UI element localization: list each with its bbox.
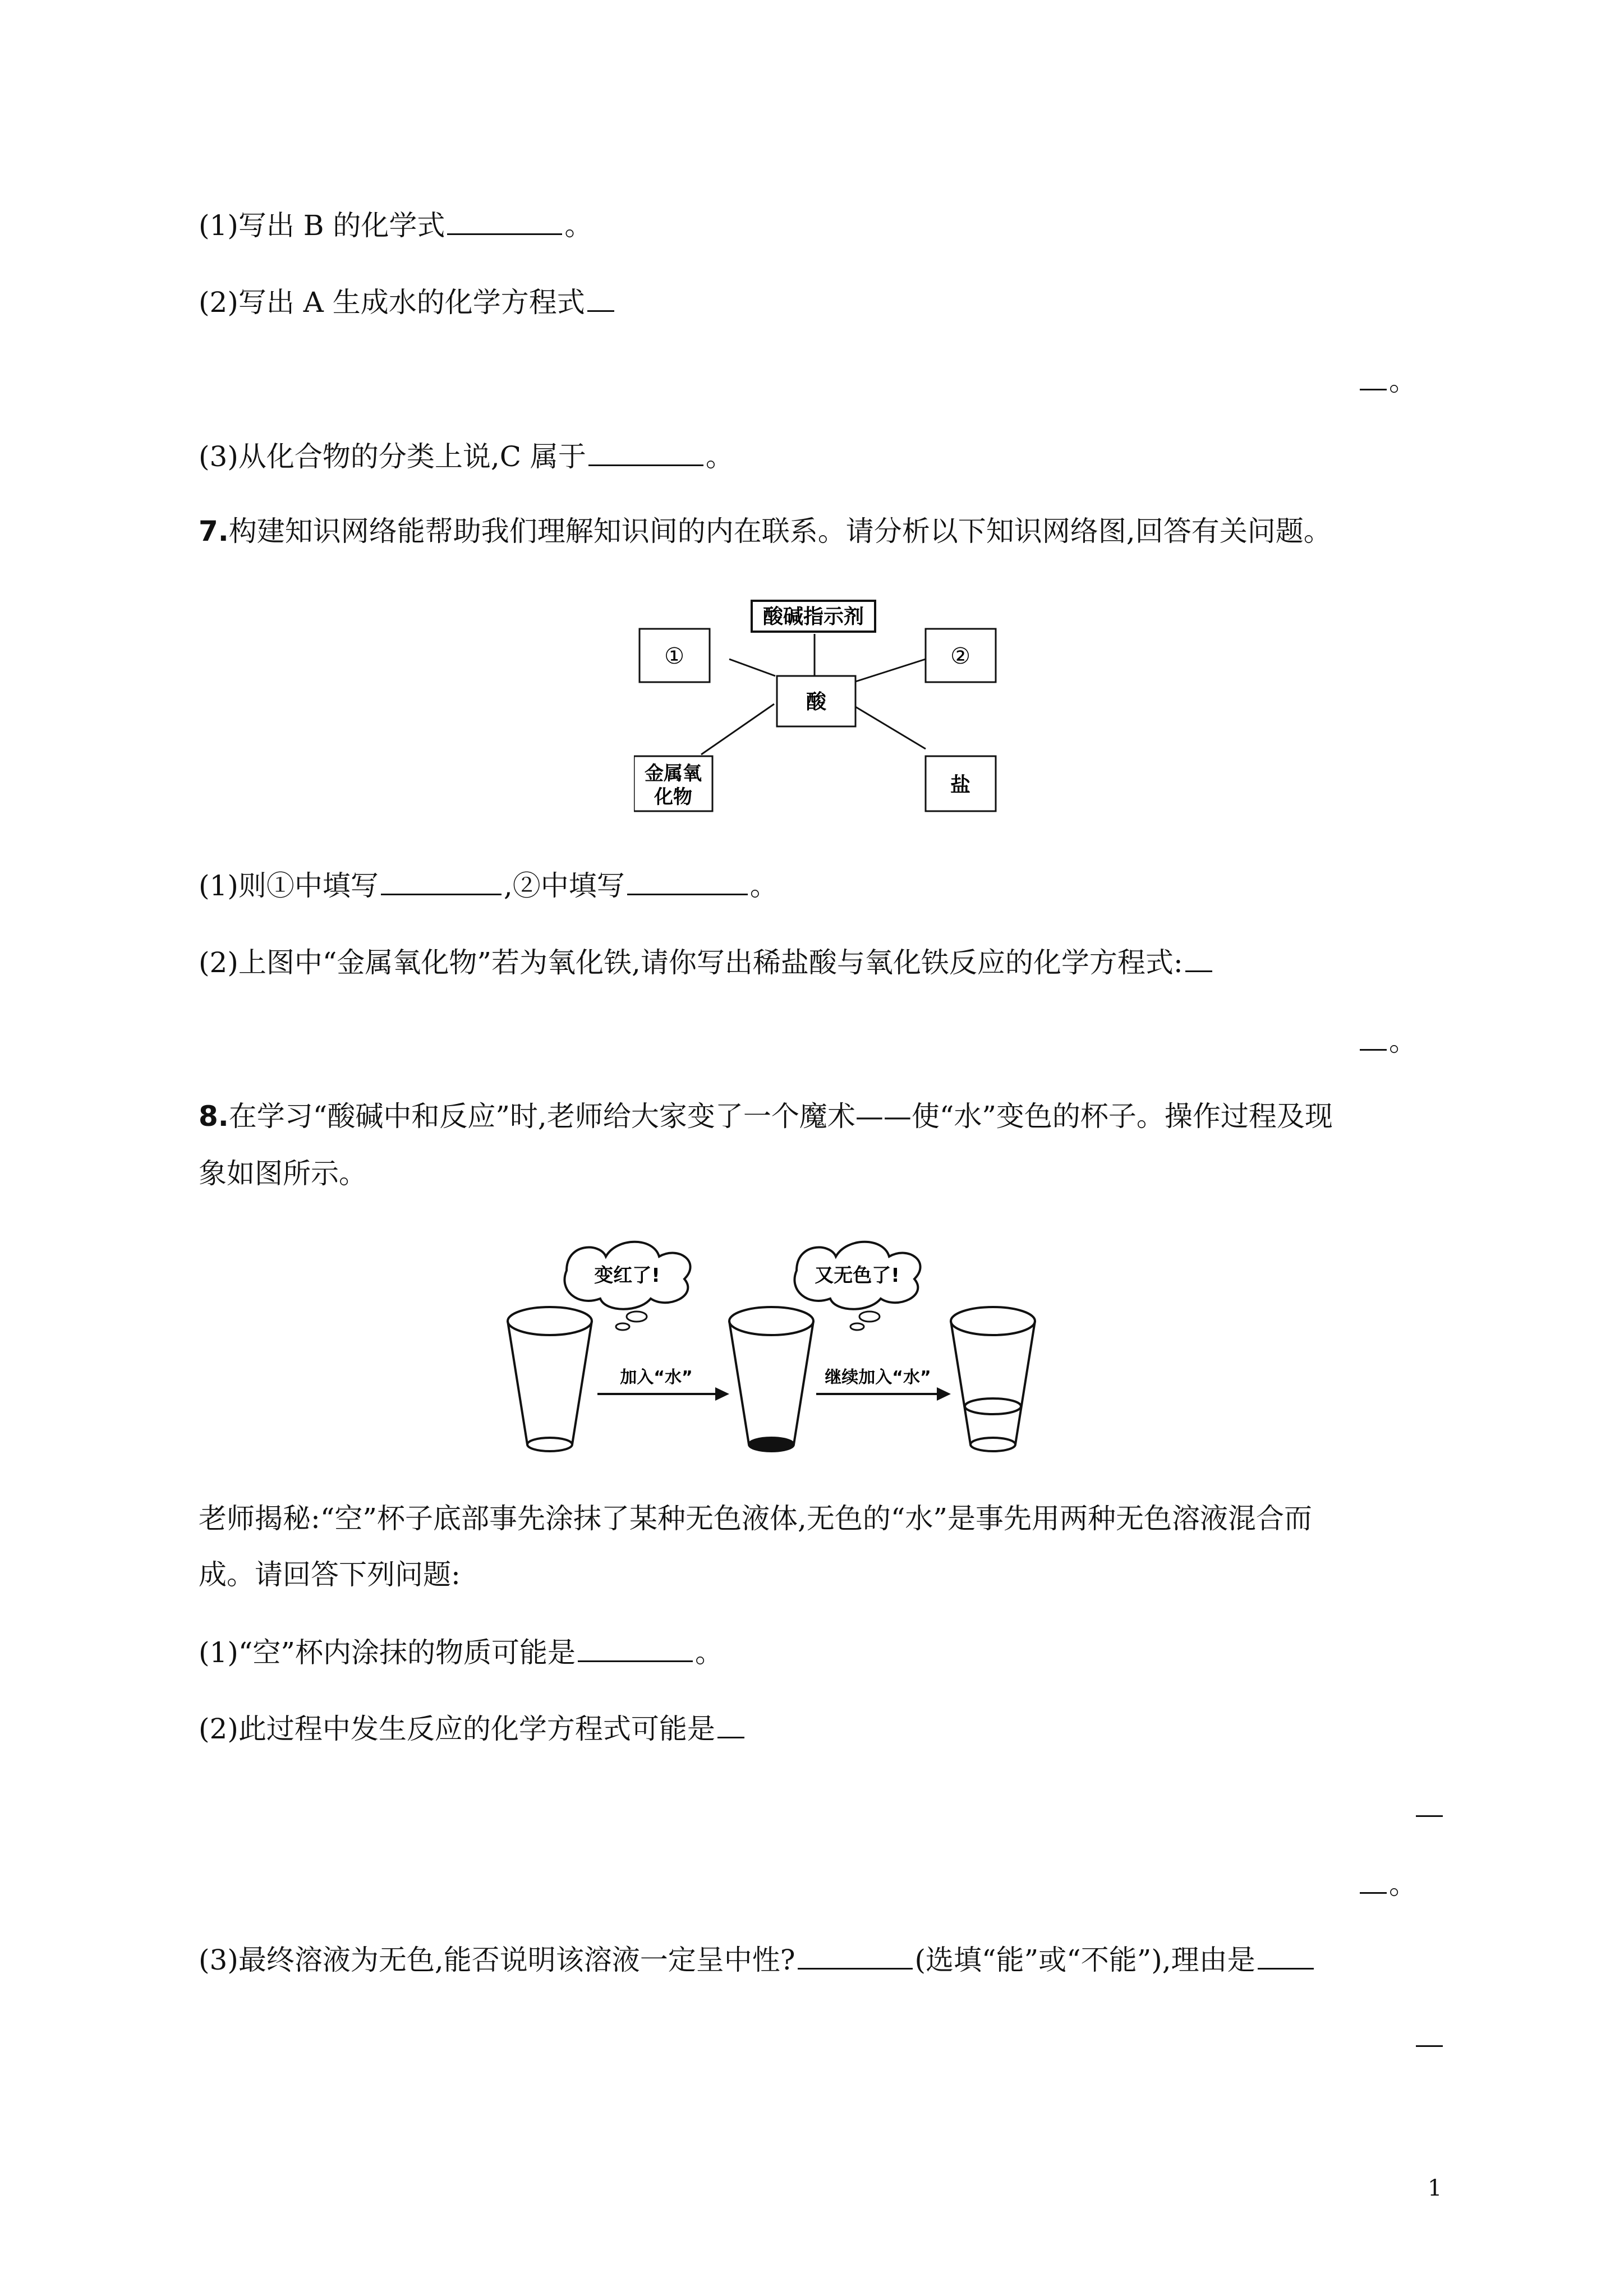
- q7-part2-continuation: [1358, 1022, 1417, 1059]
- q8-part1-text: (1)“空”杯内涂抹的物质可能是: [199, 1636, 576, 1669]
- diagram-node-salt: [926, 756, 996, 811]
- q8-part1-blank[interactable]: [578, 1634, 693, 1662]
- diagram-node-top: [752, 601, 875, 632]
- q6-part1-end: 。: [564, 209, 593, 242]
- q8-reveal-line2: [199, 1557, 461, 1593]
- q7-number: 7.: [199, 515, 229, 547]
- q6-part2-continuation: [1358, 362, 1417, 399]
- q6-part2-end: 。: [1389, 365, 1417, 397]
- diagram-node-circle-1: [640, 629, 710, 682]
- q8-part3-text-a: (3)最终溶液为无色,能否说明该溶液一定呈中性?: [199, 1944, 795, 1976]
- bubble-turned-red: 变红了!: [594, 1264, 660, 1287]
- q8-part3-blank-1[interactable]: [798, 1941, 913, 1970]
- magic-cup-figure: [505, 1220, 1133, 1467]
- diagram-node-metal-oxide: [634, 756, 712, 811]
- q8-part2: [199, 1710, 747, 1747]
- svg-text:②: ②: [950, 643, 970, 669]
- q8-stem-text-1: 在学习“酸碱中和反应”时,老师给大家变了一个魔术——使“水”变色的杯子。操作过程及现: [228, 1100, 1333, 1133]
- page-number: 1: [1428, 2175, 1442, 2201]
- q8-part2-continuation-1: [1414, 1788, 1445, 1825]
- diagram-node-circle-2: [926, 629, 996, 682]
- q8-part1-end: 。: [694, 1636, 723, 1669]
- q7-part1-blank-2[interactable]: [627, 867, 748, 895]
- q8-stem-line2: [199, 1156, 367, 1191]
- svg-text:酸碱指示剂: 酸碱指示剂: [762, 605, 864, 628]
- q7-part1-end: 。: [749, 869, 778, 902]
- q8-part2-blank-start[interactable]: [717, 1710, 744, 1738]
- q7-part1-text-b: ,②中填写: [503, 869, 625, 902]
- q7-part2-blank-start[interactable]: [1185, 944, 1212, 972]
- svg-text:继续加入“水”: 继续加入“水”: [825, 1368, 931, 1387]
- svg-text:化物: 化物: [654, 786, 692, 808]
- q8-reveal-text-1: 老师揭秘:“空”杯子底部事先涂抹了某种无色液体,无色的“水”是事先用两种无色溶液混合而: [199, 1502, 1312, 1535]
- svg-text:①: ①: [664, 643, 684, 669]
- q7-part1-blank-1[interactable]: [381, 867, 502, 895]
- q7-stem-text: 构建知识网络能帮助我们理解知识间的内在联系。请分析以下知识网络图,回答有关问题。: [228, 515, 1332, 547]
- q6-part1-text: (1)写出 B 的化学式: [199, 209, 445, 242]
- q8-part3: [199, 1941, 1316, 1978]
- svg-text:加入“水”: 加入“水”: [620, 1368, 693, 1387]
- q6-part2: [199, 283, 617, 320]
- q8-number: 8.: [199, 1100, 229, 1133]
- colorless-cup: [951, 1307, 1035, 1451]
- q6-part2-blank-start[interactable]: [587, 283, 614, 312]
- q6-part3-text: (3)从化合物的分类上说,C 属于: [199, 440, 586, 473]
- arrow-add-water: [597, 1368, 729, 1401]
- q8-part2-blank-middle[interactable]: [1416, 1788, 1443, 1817]
- q6-part2-blank-end[interactable]: [1360, 362, 1387, 390]
- q8-reveal-text-2: 成。请回答下列问题:: [199, 1558, 461, 1591]
- q8-part2-blank-end[interactable]: [1360, 1865, 1387, 1894]
- q8-part1: [199, 1634, 723, 1671]
- q6-part3-blank[interactable]: [588, 438, 703, 466]
- svg-text:金属氧: 金属氧: [645, 762, 702, 785]
- q8-stem-line1: [199, 1098, 1333, 1134]
- q6-part3: [199, 438, 734, 475]
- diagram-node-center-acid: [777, 676, 855, 726]
- q6-part3-end: 。: [705, 440, 734, 473]
- q7-part2-text: (2)上图中“金属氧化物”若为氧化铁,请你写出稀盐酸与氧化铁反应的化学方程式:: [199, 946, 1183, 979]
- q8-part3-continuation: [1414, 2018, 1445, 2055]
- q8-reveal-line1: [199, 1501, 1312, 1536]
- knowledge-network-diagram: [634, 597, 1004, 822]
- q7-part2-blank-end[interactable]: [1360, 1022, 1387, 1051]
- red-cup: [729, 1307, 813, 1451]
- q6-part1: [199, 206, 592, 243]
- svg-text:盐: 盐: [950, 774, 971, 797]
- q8-part3-text-b: (选填“能”或“不能”),理由是: [914, 1944, 1255, 1976]
- arrow-continue-add-water: [816, 1368, 951, 1401]
- q8-part3-blank-2[interactable]: [1258, 1941, 1314, 1970]
- q8-part2-text: (2)此过程中发生反应的化学方程式可能是: [199, 1713, 715, 1745]
- q8-stem-text-2: 象如图所示。: [199, 1157, 367, 1190]
- q8-part3-blank-end[interactable]: [1416, 2018, 1443, 2047]
- empty-cup: [508, 1307, 592, 1451]
- q8-part2-end: 。: [1389, 1868, 1417, 1901]
- q7-part2-end: 。: [1389, 1025, 1417, 1057]
- q8-part2-continuation-2: [1358, 1865, 1417, 1902]
- q7-part2: [199, 944, 1214, 981]
- q7-part1-text-a: (1)则①中填写: [199, 869, 379, 902]
- q7-stem: [199, 513, 1332, 549]
- svg-text:酸: 酸: [806, 691, 827, 714]
- q6-part2-text: (2)写出 A 生成水的化学方程式: [199, 286, 585, 319]
- q7-part1: [199, 867, 778, 904]
- bubble-colorless-again: 又无色了!: [815, 1264, 900, 1287]
- q6-part1-blank[interactable]: [447, 206, 562, 235]
